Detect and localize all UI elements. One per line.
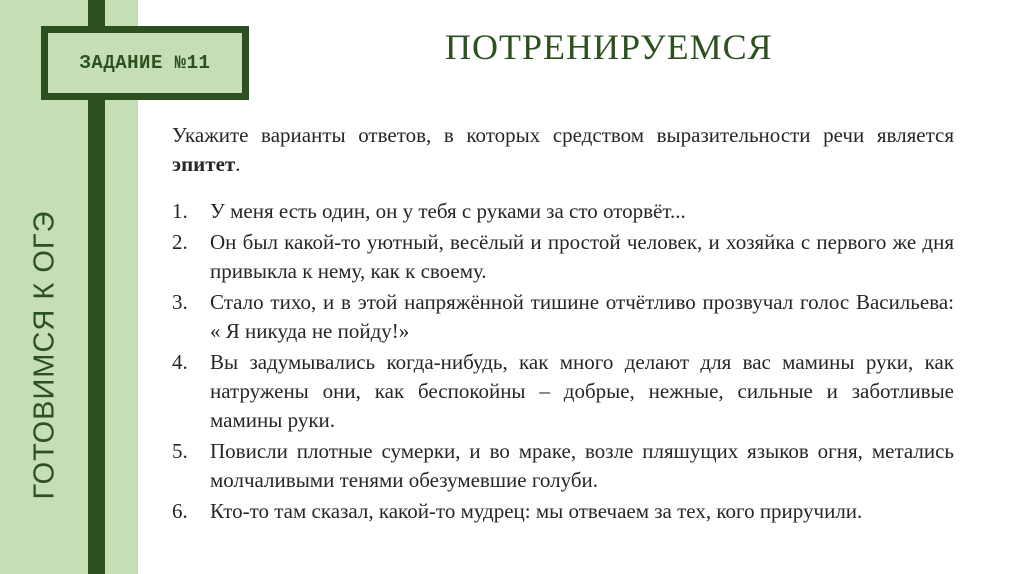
- question-emphasis: эпитет: [172, 152, 236, 176]
- option-number: 6.: [172, 499, 188, 523]
- option-number: 3.: [172, 290, 188, 314]
- option-text: Кто-то там сказал, какой-то мудрец: мы отвечаем за тех, кого приручили.: [210, 499, 863, 523]
- option-text: Стало тихо, и в этой напряжённой тишине отчётливо прозвучал голос Васильева: « Я никуда не пойду!»: [210, 290, 954, 343]
- option-number: 4.: [172, 350, 188, 374]
- answer-option: [172, 228, 954, 286]
- option-text: Он был какой-то уютный, весёлый и простой человек, и хозяйка с первого же дня привыкла к нему, как к своему.: [210, 230, 954, 283]
- answer-option: [172, 437, 954, 495]
- option-text: Повисли плотные сумерки, и во мраке, возле пляшущих языков огня, метались молчаливыми тенями обезумевшие голуби.: [210, 439, 954, 492]
- slide-title: ПОТРЕНИРУЕМСЯ: [445, 27, 773, 67]
- vertical-section-title: ГОТОВИМСЯ К ОГЭ: [28, 210, 61, 500]
- task-badge: [41, 26, 249, 100]
- question-text: [172, 121, 954, 179]
- option-text: У меня есть один, он у тебя с руками за сто оторвёт...: [210, 199, 686, 223]
- option-text: Вы задумывались когда-нибудь, как много делают для вас мамины руки, как натружены они, как беспокойны – добрые, нежные, сильные и заботливые мамины руки.: [210, 350, 954, 432]
- answer-option: [172, 288, 954, 346]
- task-badge-inner: [48, 33, 242, 93]
- answer-option: [172, 497, 954, 526]
- answer-options-list: [172, 197, 954, 526]
- answer-option: [172, 197, 954, 226]
- task-label: ЗАДАНИЕ №11: [79, 52, 211, 74]
- question-text-before: Укажите варианты ответов, в которых средством выразительности речи является: [172, 123, 954, 147]
- option-number: 5.: [172, 439, 188, 463]
- answer-option: [172, 348, 954, 435]
- option-number: 2.: [172, 230, 188, 254]
- question-text-after: .: [235, 152, 241, 176]
- option-number: 1.: [172, 199, 188, 223]
- slide-content: [172, 121, 954, 528]
